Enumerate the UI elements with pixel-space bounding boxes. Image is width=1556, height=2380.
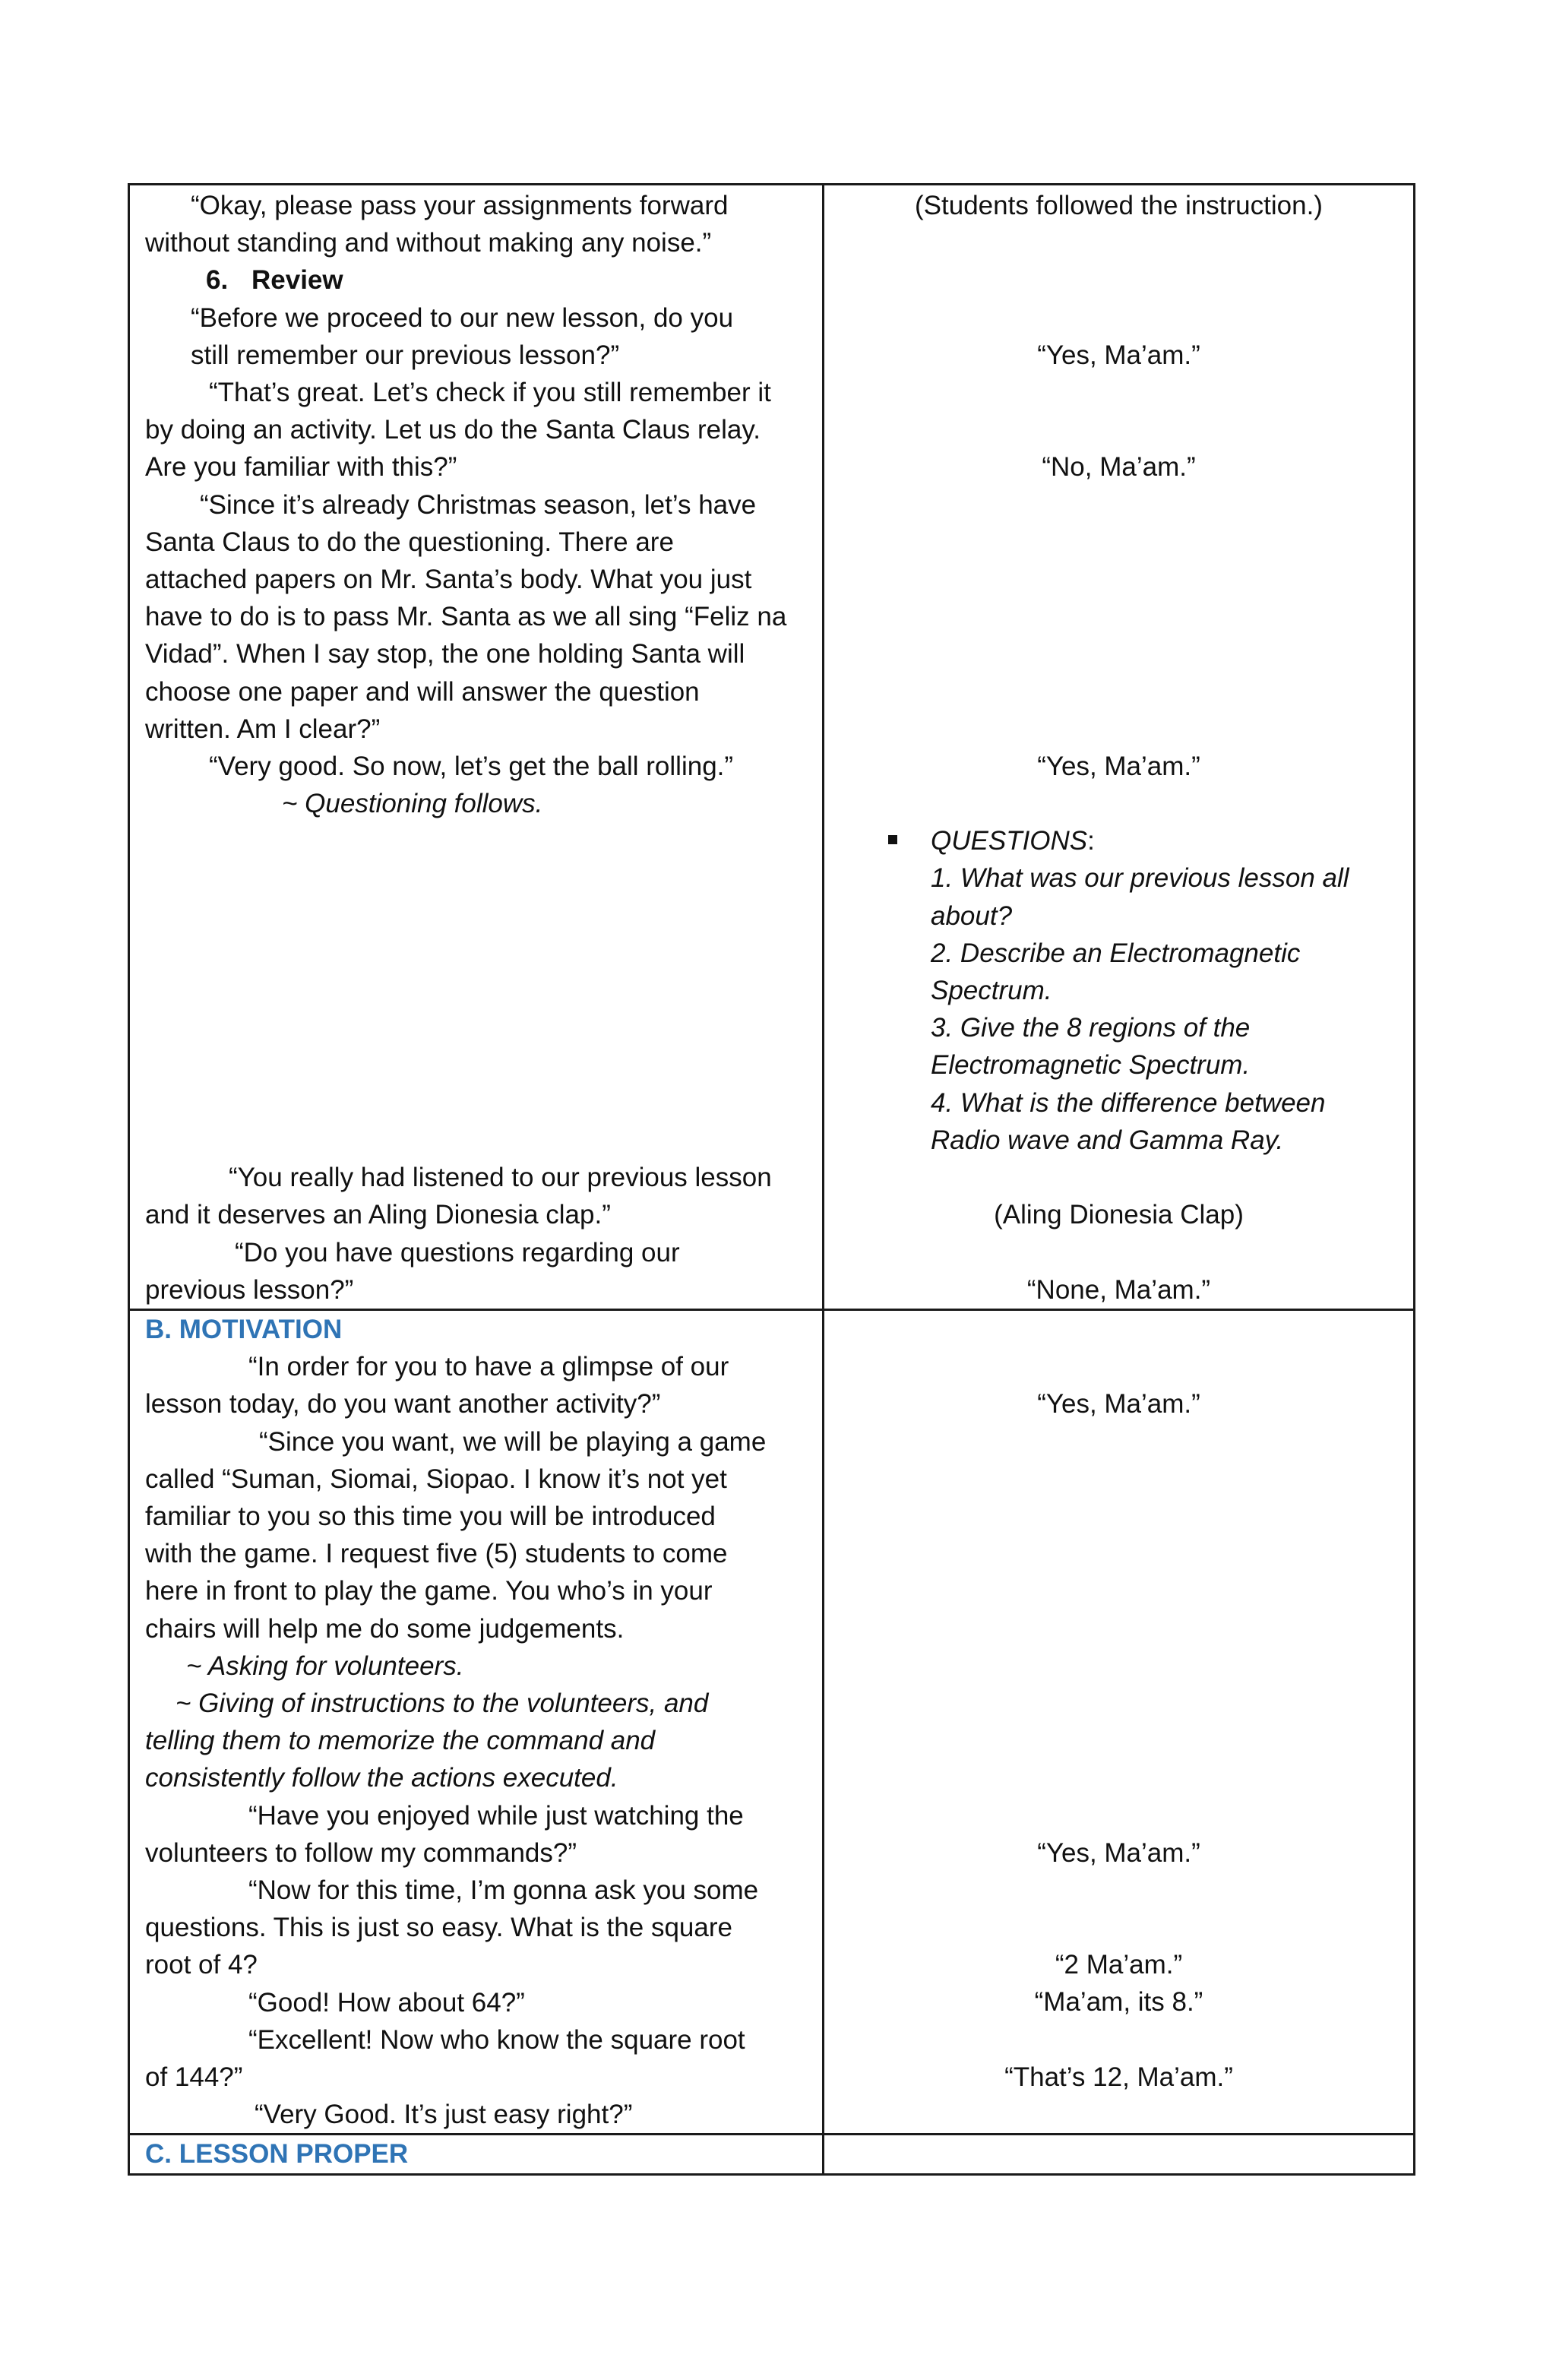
teacher-activity-cell <box>129 1309 824 2134</box>
table-row <box>129 185 1415 1310</box>
questions-heading: QUESTIONS: <box>843 822 1395 859</box>
text-line: “In order for you to have a glimpse of our <box>248 1352 729 1382</box>
text-line: lesson today, do you want another activity?” <box>145 1389 661 1419</box>
text-line: “Excellent! Now who know the square root <box>248 2024 745 2055</box>
text-line: (Students followed the instruction.) <box>915 191 1323 220</box>
text-line: have to do is to pass Mr. Santa as we all sing “Feliz na <box>145 602 787 632</box>
review-label: Review <box>251 265 343 296</box>
teacher-activity-cell <box>129 2135 824 2174</box>
text-line: “Yes, Ma’am.” <box>1037 1837 1200 1868</box>
question-item: Radio wave and Gamma Ray. <box>931 1125 1284 1155</box>
text-line: “Now for this time, I’m gonna ask you some <box>248 1875 759 1905</box>
text-line: (Aling Dionesia Clap) <box>994 1200 1244 1230</box>
text-line: Vidad”. When I say stop, the one holding Santa will <box>145 639 745 669</box>
text-line: “You really had listened to our previous lesson <box>229 1163 772 1193</box>
section-heading-lesson-proper: C. LESSON PROPER <box>145 2139 409 2170</box>
text-line: with the game. I request five (5) students to come <box>145 1539 728 1569</box>
text-line: “Very Good. It’s just easy right?” <box>255 2100 633 2130</box>
text-line: familiar to you so this time you will be introduced <box>145 1501 716 1531</box>
text-line: “Okay, please pass your assignments forward <box>191 191 729 220</box>
student-response-cell <box>824 185 1415 1310</box>
stage-direction: ~ Asking for volunteers. <box>186 1650 464 1681</box>
lesson-plan-table <box>128 183 1415 2176</box>
text-line: called “Suman, Siomai, Siopao. I know it’s not yet <box>145 1464 727 1494</box>
text-line: Are you familiar with this?” <box>145 452 457 483</box>
question-item: 4. What is the difference between <box>931 1087 1326 1118</box>
text-line: choose one paper and will answer the question <box>145 676 700 707</box>
text-line: attached papers on Mr. Santa’s body. What you just <box>145 565 752 595</box>
text-line: “That’s 12, Ma’am.” <box>1004 2062 1233 2092</box>
student-response-cell <box>824 2135 1415 2174</box>
text-line: here in front to play the game. You who’s in your <box>145 1576 713 1606</box>
teacher-activity-cell <box>129 185 824 1310</box>
question-item: about? <box>931 900 1013 931</box>
section-heading-motivation: B. MOTIVATION <box>145 1314 343 1344</box>
text-line: by doing an activity. Let us do the Santa Claus relay. <box>145 415 761 445</box>
stage-direction: consistently follow the actions executed. <box>145 1763 618 1793</box>
text-line: still remember our previous lesson?” <box>191 340 620 370</box>
text-line: volunteers to follow my commands?” <box>145 1837 577 1868</box>
text-line: “Yes, Ma’am.” <box>1037 751 1200 781</box>
text-line: “That’s great. Let’s check if you still remember it <box>209 378 771 408</box>
text-line: “Do you have questions regarding our <box>235 1237 680 1268</box>
table-row <box>129 2135 1415 2174</box>
text-line: “Since it’s already Christmas season, let’s have <box>200 489 757 520</box>
text-line: without standing and without making any noise.” <box>145 228 712 258</box>
student-response-cell <box>824 1309 1415 2134</box>
stage-direction: ~ Questioning follows. <box>282 789 543 819</box>
text-line: and it deserves an Aling Dionesia clap.” <box>145 1200 611 1230</box>
question-item: 2. Describe an Electromagnetic <box>931 938 1301 968</box>
text-line: “Yes, Ma’am.” <box>1037 1389 1200 1419</box>
text-line: “2 Ma’am.” <box>1055 1950 1183 1980</box>
text-line: previous lesson?” <box>145 1274 354 1305</box>
text-line: “Ma’am, its 8.” <box>1034 1987 1203 2018</box>
text-line: “None, Ma’am.” <box>1026 1274 1211 1305</box>
table-row <box>129 1309 1415 2134</box>
text-line: “No, Ma’am.” <box>1042 452 1196 483</box>
question-item: Spectrum. <box>931 976 1052 1006</box>
review-number: 6. <box>206 265 229 296</box>
text-line: written. Am I clear?” <box>145 714 381 744</box>
text-line: “Before we proceed to our new lesson, do you <box>191 302 734 333</box>
text-line: “Have you enjoyed while just watching the <box>248 1800 744 1831</box>
text-line: “Good! How about 64?” <box>248 1987 525 2018</box>
text-line: root of 4? <box>145 1950 258 1980</box>
question-item: 3. Give the 8 regions of the <box>931 1013 1251 1043</box>
square-bullet-icon <box>888 835 897 844</box>
stage-direction: ~ Giving of instructions to the volunteers, and <box>176 1688 709 1718</box>
text-line: chairs will help me do some judgements. <box>145 1613 625 1644</box>
stage-direction: telling them to memorize the command and <box>145 1726 656 1756</box>
text-line: of 144?” <box>145 2062 243 2093</box>
text-line: “Yes, Ma’am.” <box>1037 340 1200 370</box>
text-line: questions. This is just so easy. What is the square <box>145 1913 732 1943</box>
text-line: Santa Claus to do the questioning. There are <box>145 527 674 557</box>
question-item: Electromagnetic Spectrum. <box>931 1050 1251 1081</box>
text-line: “Very good. So now, let’s get the ball rolling.” <box>209 752 734 782</box>
questions-label: QUESTIONS <box>931 826 1088 856</box>
text-line: “Since you want, we will be playing a game <box>259 1426 767 1457</box>
question-item: 1. What was our previous lesson all <box>931 863 1349 894</box>
review-heading <box>145 261 808 299</box>
